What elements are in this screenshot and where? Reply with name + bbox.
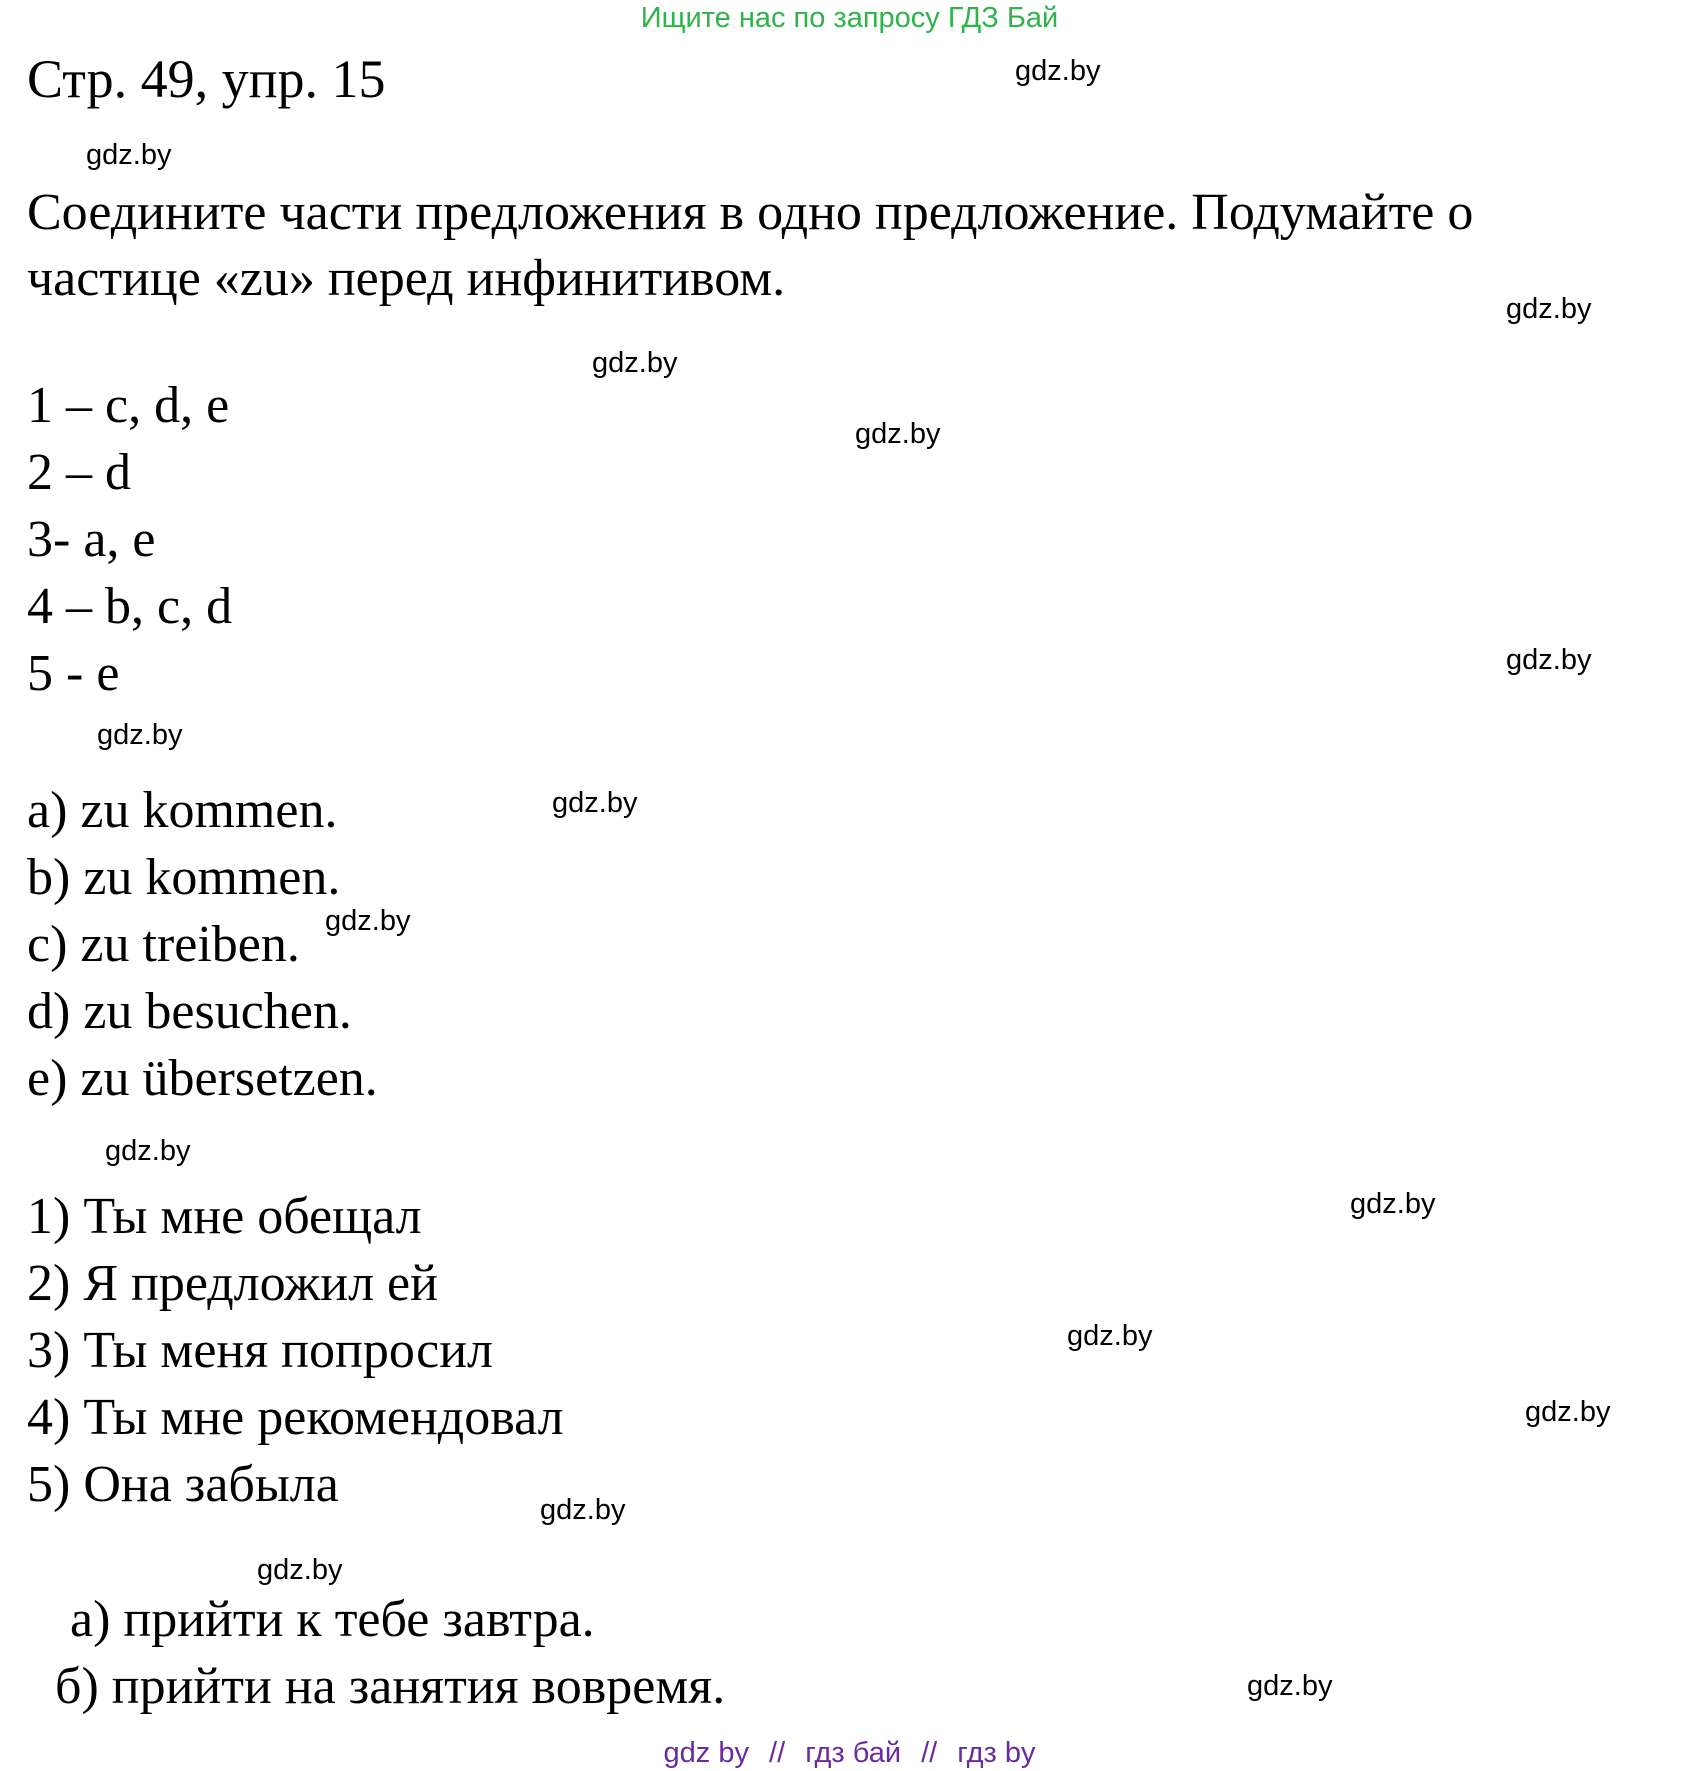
page-title: Стр. 49, упр. 15 [27, 49, 386, 109]
watermark: gdz.by [592, 347, 678, 379]
watermark: gdz.by [86, 139, 172, 171]
watermark: gdz.by [325, 905, 411, 937]
watermark: gdz.by [1015, 55, 1101, 87]
russian-beginning-item: 4) Ты мне рекомендовал [27, 1389, 564, 1446]
watermark: gdz.by [1506, 644, 1592, 676]
german-ending-item: c) zu treiben. [27, 916, 300, 973]
answer-item: 1 – c, d, e [27, 377, 230, 434]
footer-separator: // [921, 1737, 938, 1769]
watermark: gdz.by [552, 787, 638, 819]
german-ending-item: b) zu kommen. [27, 849, 341, 906]
footer-links [0, 1737, 1699, 1770]
russian-ending-item: б) прийти на занятия вовремя. [55, 1658, 726, 1715]
russian-ending-item: а) прийти к тебе завтра. [70, 1591, 595, 1648]
watermark: gdz.by [1350, 1188, 1436, 1220]
german-ending-item: d) zu besuchen. [27, 983, 352, 1040]
footer-link[interactable]: gdz by [663, 1737, 749, 1769]
answer-item: 3- a, e [27, 511, 156, 568]
russian-beginning-item: 5) Она забыла [27, 1456, 339, 1513]
footer-link[interactable]: гдз бай [805, 1737, 902, 1769]
watermark: gdz.by [1067, 1320, 1153, 1352]
watermark: gdz.by [855, 418, 941, 450]
answer-item: 4 – b, c, d [27, 578, 233, 635]
russian-beginning-item: 1) Ты мне обещал [27, 1188, 422, 1245]
german-ending-item: a) zu kommen. [27, 782, 338, 839]
watermark: gdz.by [1247, 1670, 1333, 1702]
answer-item: 2 – d [27, 444, 131, 501]
answer-item: 5 - e [27, 645, 120, 702]
search-banner: Ищите нас по запросу ГДЗ Бай [640, 2, 1059, 34]
russian-beginning-item: 2) Я предложил ей [27, 1255, 438, 1312]
watermark: gdz.by [1525, 1396, 1611, 1428]
footer-link[interactable]: гдз by [957, 1737, 1036, 1769]
task-text-line-1: Соедините части предложения в одно предложение. Подумайте о [27, 184, 1474, 241]
russian-beginning-item: 3) Ты меня попросил [27, 1322, 493, 1379]
watermark: gdz.by [540, 1494, 626, 1526]
watermark: gdz.by [257, 1554, 343, 1586]
task-text-line-2: частице «zu» перед инфинитивом. [27, 250, 786, 307]
watermark: gdz.by [97, 719, 183, 751]
footer-separator: // [769, 1737, 786, 1769]
watermark: gdz.by [105, 1135, 191, 1167]
german-ending-item: e) zu übersetzen. [27, 1050, 378, 1107]
watermark: gdz.by [1506, 293, 1592, 325]
